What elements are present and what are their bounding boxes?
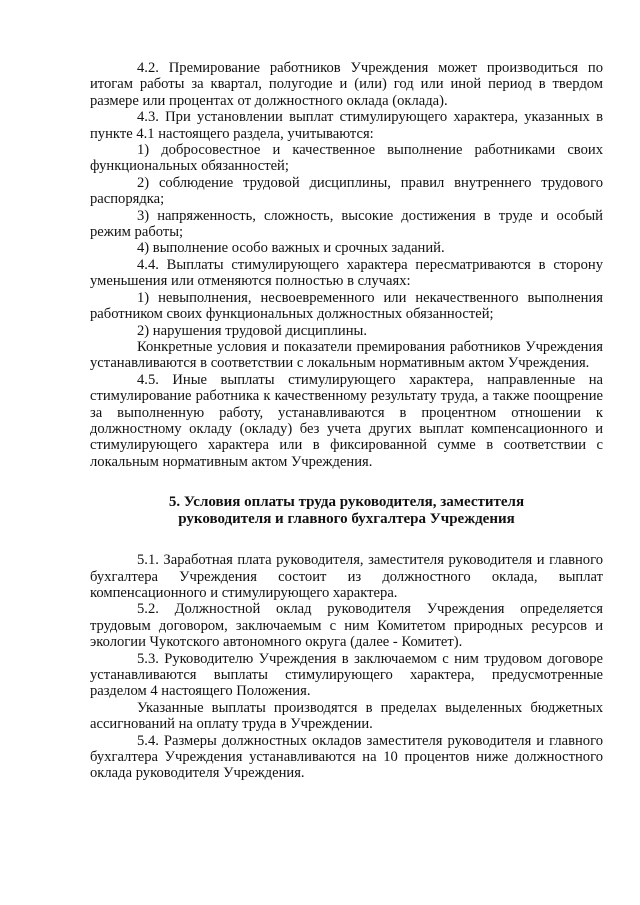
paragraph-5-2: 5.2. Должностной оклад руководителя Учреждения определяется трудовым договором, заключаемым с ним Комитетом природных ресурсов и экологии Чукотского автономного округа (далее - Комитет). [90, 601, 603, 651]
section-5-heading-line-2: руководителя и главного бухгалтера Учреждения [178, 511, 515, 528]
section-5-heading-line-1: 5. Условия оплаты труда руководителя, заместителя [168, 494, 525, 511]
section-5-heading [90, 494, 603, 528]
paragraph-4-4-item-2: 2) нарушения трудовой дисциплины. [137, 322, 367, 339]
paragraph-4-4-item-1: 1) невыполнения, несвоевременного или некачественного выполнения работником своих функциональных должностных обязанностей; [90, 289, 603, 323]
document-body [90, 60, 603, 782]
paragraph-5-3-note: Указанные выплаты производятся в пределах выделенных бюджетных ассигнований на оплату труда в Учреждении. [90, 699, 603, 733]
paragraph-4-5: 4.5. Иные выплаты стимулирующего характера, направленные на стимулирование работника к качественному результату труда, а также поощрение за выполненную работу, устанавливаются в процентном отношении к должностному окладу (окладу) без учета других выплат компенсационного и стимулирующего характера или в фиксированной сумме в соответствии с локальным нормативным актом Учреждения. [90, 371, 603, 470]
paragraph-4-3-item-3: 3) напряженность, сложность, высокие достижения в труде и особый режим работы; [90, 207, 603, 241]
paragraph-4-4: 4.4. Выплаты стимулирующего характера пересматриваются в сторону уменьшения или отменяются полностью в случаях: [90, 256, 603, 290]
paragraph-5-1: 5.1. Заработная плата руководителя, заместителя руководителя и главного бухгалтера Учреждения состоит из должностного оклада, выплат компенсационного и стимулирующего характера. [90, 552, 603, 601]
paragraph-4-3: 4.3. При установлении выплат стимулирующего характера, указанных в пункте 4.1 настоящего раздела, учитываются: [90, 109, 603, 142]
paragraph-4-3-item-4: 4) выполнение особо важных и срочных заданий. [137, 240, 445, 257]
paragraph-4-4-conditions: Конкретные условия и показатели премирования работников Учреждения устанавливаются в соответствии с локальным нормативным актом Учреждения. [90, 338, 603, 372]
paragraph-4-2: 4.2. Премирование работников Учреждения может производиться по итогам работы за квартал, полугодие и (или) год или иной период в твердом размере или процентах от должностного оклада (оклада). [90, 60, 603, 109]
paragraph-4-3-item-2: 2) соблюдение трудовой дисциплины, правил внутреннего трудового распорядка; [90, 174, 603, 208]
paragraph-4-3-item-1: 1) добросовестное и качественное выполнение работниками своих функциональных обязанностей; [90, 142, 603, 175]
paragraph-5-3: 5.3. Руководителю Учреждения в заключаемом с ним трудовом договоре устанавливаются выплаты стимулирующего характера, предусмотренные разделом 4 настоящего Положения. [90, 650, 603, 700]
paragraph-5-4: 5.4. Размеры должностных окладов заместителя руководителя и главного бухгалтера Учреждения устанавливаются на 10 процентов ниже должностного оклада руководителя Учреждения. [90, 732, 603, 782]
